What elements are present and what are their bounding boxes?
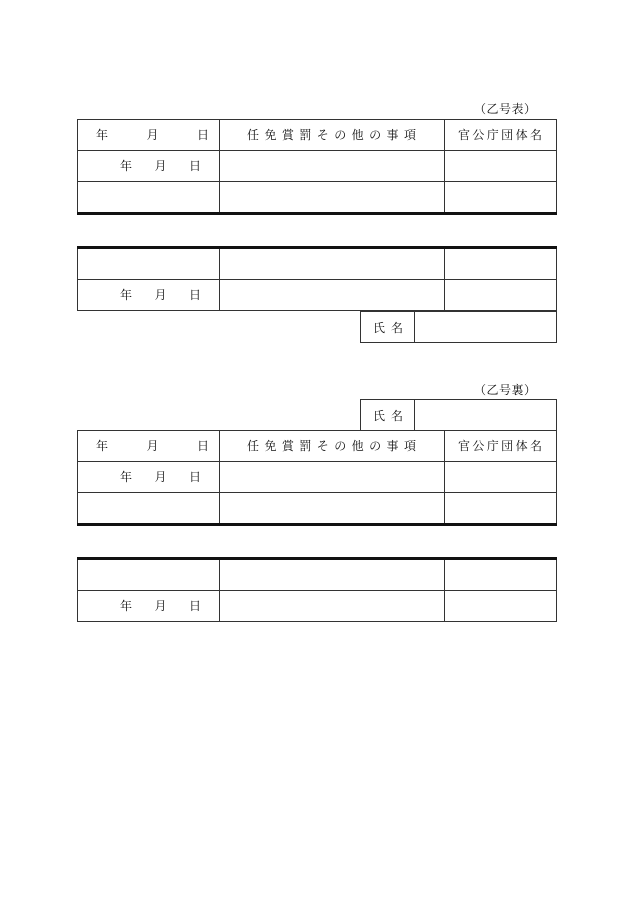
header-matter-char: そ [316, 439, 329, 453]
header-day-char: 日 [196, 128, 209, 142]
header-org-char: 体 [515, 128, 528, 142]
date-cell[interactable] [78, 493, 220, 525]
header-matter-char: 項 [403, 439, 416, 453]
header-matter-char: の [334, 439, 347, 453]
header-date [78, 120, 220, 151]
header-matter-char: 賞 [281, 439, 294, 453]
front-record-row [78, 280, 557, 311]
header-day-char: 日 [196, 439, 209, 453]
header-org-char: 公 [472, 128, 485, 142]
name-field[interactable] [415, 312, 557, 343]
org-cell[interactable] [445, 151, 557, 182]
day-char: 日 [188, 470, 201, 484]
header-matter-char: そ [316, 128, 329, 142]
matter-cell[interactable] [220, 182, 445, 214]
org-cell[interactable] [445, 493, 557, 525]
front-name-box [360, 311, 557, 343]
date-cell[interactable] [78, 462, 220, 493]
name-label-char: 氏 [373, 408, 386, 423]
year-char: 年 [120, 470, 133, 484]
header-date [78, 431, 220, 462]
name-field[interactable] [415, 400, 557, 431]
month-char: 月 [154, 288, 167, 302]
back-record-row [78, 462, 557, 493]
header-org-char: 団 [501, 128, 514, 142]
header-month-char: 月 [146, 439, 159, 453]
header-matter-char: の [369, 128, 382, 142]
matter-cell[interactable] [220, 591, 445, 622]
date-cell[interactable] [78, 591, 220, 622]
front-record-table-2 [77, 246, 557, 311]
header-org-char: 名 [529, 439, 542, 453]
front-caption: （乙号表） [474, 102, 537, 116]
date-cell[interactable] [78, 559, 220, 591]
header-matter-char: 他 [351, 439, 364, 453]
back-record-row [78, 493, 557, 525]
header-org-char: 体 [515, 439, 528, 453]
header-matter-char: 罰 [299, 439, 312, 453]
matter-cell[interactable] [220, 462, 445, 493]
header-org [445, 120, 557, 151]
header-matter-char: 免 [264, 439, 277, 453]
back-name-box [360, 399, 557, 431]
header-matter-char: の [334, 128, 347, 142]
year-char: 年 [120, 599, 133, 613]
month-char: 月 [154, 159, 167, 173]
day-char: 日 [188, 599, 201, 613]
matter-cell[interactable] [220, 151, 445, 182]
header-matter-char: 他 [351, 128, 364, 142]
front-header-row [78, 120, 557, 151]
date-cell[interactable] [78, 151, 220, 182]
day-char: 日 [188, 159, 201, 173]
org-cell[interactable] [445, 559, 557, 591]
header-org-char: 公 [472, 439, 485, 453]
back-record-table-1 [77, 430, 557, 526]
header-matter-char: 事 [386, 439, 399, 453]
back-record-row [78, 591, 557, 622]
org-cell[interactable] [445, 591, 557, 622]
month-char: 月 [154, 470, 167, 484]
org-cell[interactable] [445, 182, 557, 214]
header-org-char: 団 [501, 439, 514, 453]
header-matter-char: 項 [403, 128, 416, 142]
header-org-char: 庁 [486, 439, 499, 453]
header-month-char: 月 [146, 128, 159, 142]
header-matter [220, 431, 445, 462]
back-header-row [78, 431, 557, 462]
header-matter-char: 免 [264, 128, 277, 142]
matter-cell[interactable] [220, 280, 445, 311]
org-cell[interactable] [445, 280, 557, 311]
front-record-row [78, 182, 557, 214]
header-matter-char: 任 [247, 439, 260, 453]
back-record-table-2 [77, 557, 557, 622]
back-record-row [78, 559, 557, 591]
header-matter-char: 任 [247, 128, 260, 142]
name-label [361, 400, 415, 431]
header-matter-char: の [369, 439, 382, 453]
name-label-char: 名 [390, 320, 403, 335]
header-org-char: 官 [458, 439, 471, 453]
matter-cell[interactable] [220, 559, 445, 591]
header-org-char: 庁 [486, 128, 499, 142]
header-org-char: 官 [458, 128, 471, 142]
header-matter-char: 賞 [281, 128, 294, 142]
front-record-row [78, 151, 557, 182]
org-cell[interactable] [445, 248, 557, 280]
header-matter [220, 120, 445, 151]
header-matter-char: 事 [386, 128, 399, 142]
front-record-row [78, 248, 557, 280]
header-year-char: 年 [96, 128, 109, 142]
name-label [361, 312, 415, 343]
date-cell[interactable] [78, 248, 220, 280]
header-org-char: 名 [529, 128, 542, 142]
year-char: 年 [120, 159, 133, 173]
day-char: 日 [188, 288, 201, 302]
front-record-table-1 [77, 119, 557, 215]
date-cell[interactable] [78, 182, 220, 214]
matter-cell[interactable] [220, 493, 445, 525]
name-label-char: 氏 [373, 320, 386, 335]
matter-cell[interactable] [220, 248, 445, 280]
org-cell[interactable] [445, 462, 557, 493]
date-cell[interactable] [78, 280, 220, 311]
back-caption: （乙号裏） [474, 383, 537, 397]
year-char: 年 [120, 288, 133, 302]
month-char: 月 [154, 599, 167, 613]
header-org [445, 431, 557, 462]
header-matter-char: 罰 [299, 128, 312, 142]
header-year-char: 年 [96, 439, 109, 453]
name-label-char: 名 [390, 408, 403, 423]
